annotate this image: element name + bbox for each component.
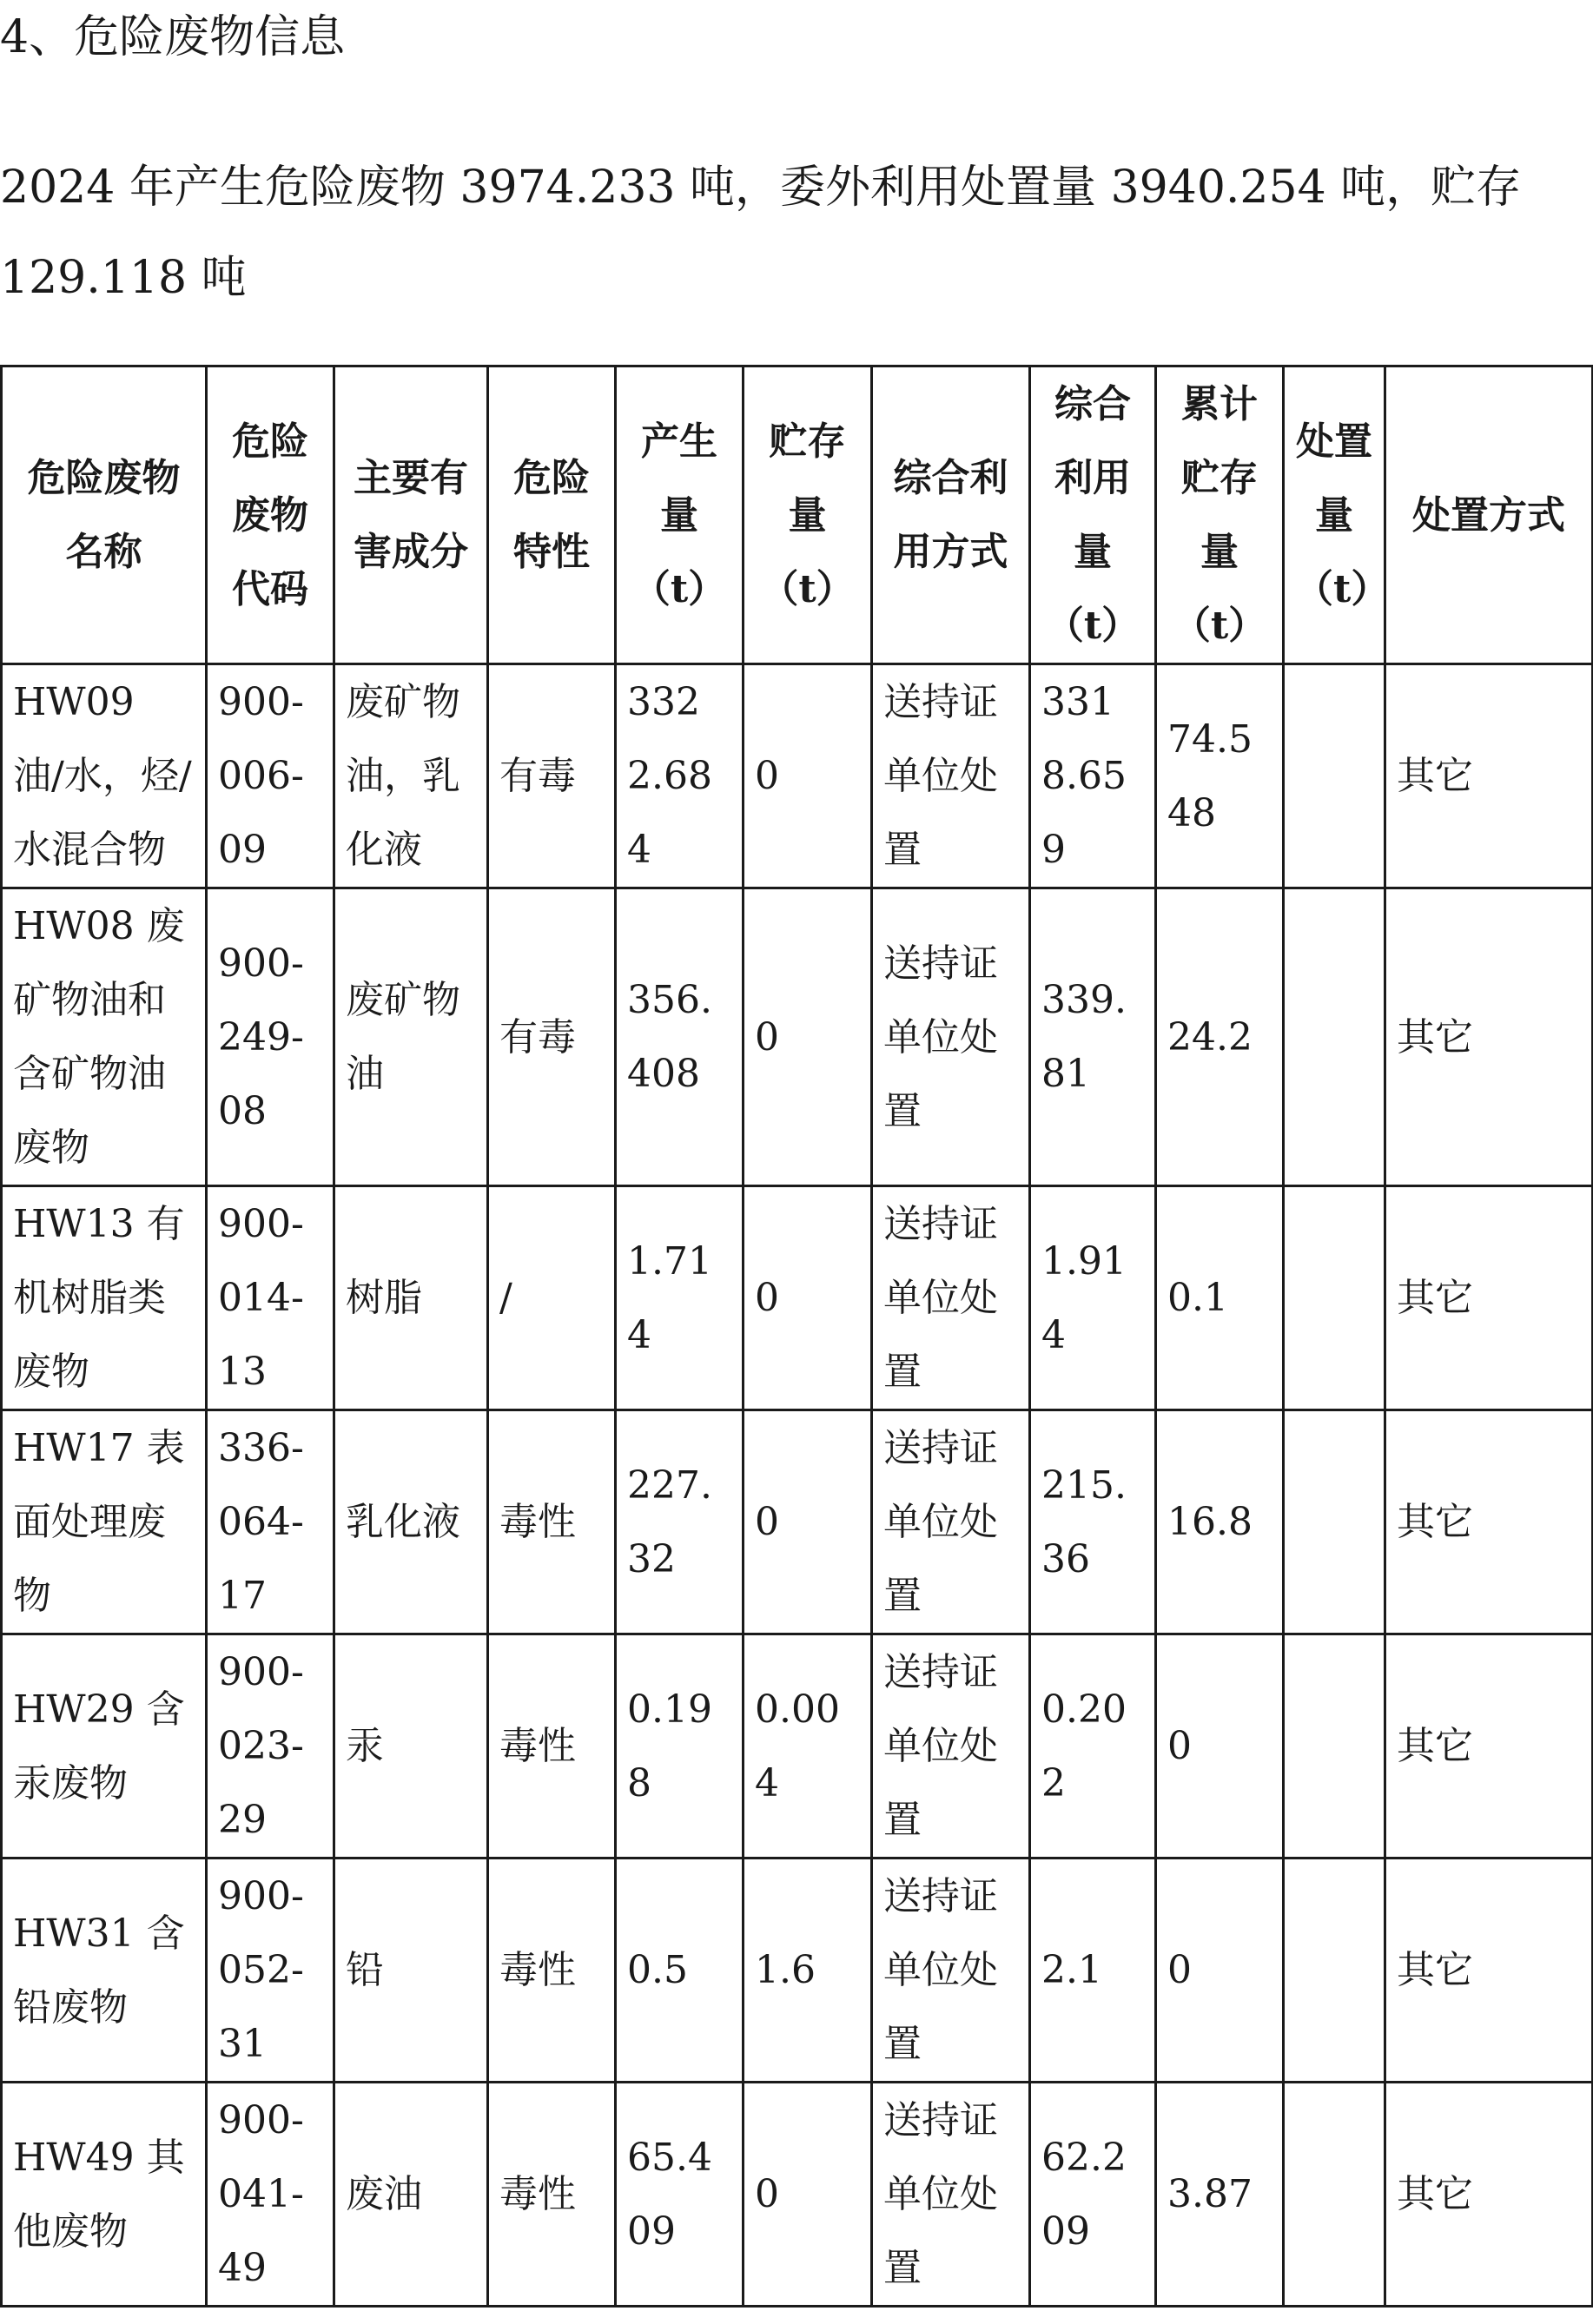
cell-hazard-property: 毒性: [488, 2083, 616, 2307]
cell-stored-amount: 0: [744, 1186, 872, 1410]
cell-utilization-method: 送持证单位处置: [872, 1186, 1030, 1410]
cell-disposal-method: 其它: [1385, 1186, 1593, 1410]
cell-stored-amount: 0: [744, 2083, 872, 2307]
cell-utilization-method: 送持证单位处置: [872, 888, 1030, 1186]
cell-disposal-method: 其它: [1385, 1859, 1593, 2083]
cell-waste-code: 900-052-31: [207, 1859, 334, 2083]
cell-utilized-amount: 2.1: [1030, 1859, 1156, 2083]
cell-harmful-component: 废矿物油，乳化液: [334, 664, 488, 888]
hazardous-waste-table: [0, 365, 1593, 2307]
cell-cumulative-storage: 0: [1156, 1634, 1284, 1859]
cell-disposal-amount: [1284, 1634, 1385, 1859]
header-waste-code: 危险废物代码: [207, 366, 334, 664]
cell-hazard-property: /: [488, 1186, 616, 1410]
cell-waste-code: 900-014-13: [207, 1186, 334, 1410]
cell-cumulative-storage: 0.1: [1156, 1186, 1284, 1410]
cell-disposal-method: 其它: [1385, 1634, 1593, 1859]
cell-hazard-property: 毒性: [488, 1859, 616, 2083]
cell-utilized-amount: 1.914: [1030, 1186, 1156, 1410]
cell-disposal-method: 其它: [1385, 1410, 1593, 1634]
cell-utilized-amount: 0.202: [1030, 1634, 1156, 1859]
cell-generated-amount: 3322.684: [616, 664, 744, 888]
cell-harmful-component: 废矿物油: [334, 888, 488, 1186]
cell-utilization-method: 送持证单位处置: [872, 1859, 1030, 2083]
cell-harmful-component: 乳化液: [334, 1410, 488, 1634]
header-waste-name: 危险废物名称: [2, 366, 207, 664]
cell-disposal-amount: [1284, 2083, 1385, 2307]
cell-waste-name: HW31 含铅废物: [2, 1859, 207, 2083]
cell-generated-amount: 356.408: [616, 888, 744, 1186]
cell-utilized-amount: 215.36: [1030, 1410, 1156, 1634]
cell-generated-amount: 0.198: [616, 1634, 744, 1859]
cell-cumulative-storage: 24.2: [1156, 888, 1284, 1186]
table-row: [2, 1859, 1593, 2083]
header-harmful-component: 主要有害成分: [334, 366, 488, 664]
section-heading: 4、危险废物信息: [0, 11, 346, 63]
cell-disposal-method: 其它: [1385, 664, 1593, 888]
cell-waste-code: 900-006-09: [207, 664, 334, 888]
cell-waste-name: HW08 废矿物油和含矿物油废物: [2, 888, 207, 1186]
cell-cumulative-storage: 0: [1156, 1859, 1284, 2083]
cell-stored-amount: 1.6: [744, 1859, 872, 2083]
cell-generated-amount: 0.5: [616, 1859, 744, 2083]
cell-utilized-amount: 339.81: [1030, 888, 1156, 1186]
cell-cumulative-storage: 74.548: [1156, 664, 1284, 888]
cell-disposal-amount: [1284, 664, 1385, 888]
cell-disposal-method: 其它: [1385, 2083, 1593, 2307]
header-utilization-method: 综合利用方式: [872, 366, 1030, 664]
cell-waste-code: 336-064-17: [207, 1410, 334, 1634]
header-utilized-amount: 综合利用量（t）: [1030, 366, 1156, 664]
cell-utilization-method: 送持证单位处置: [872, 1410, 1030, 1634]
cell-stored-amount: 0: [744, 1410, 872, 1634]
table-row: [2, 1410, 1593, 1634]
cell-harmful-component: 废油: [334, 2083, 488, 2307]
cell-hazard-property: 毒性: [488, 1410, 616, 1634]
cell-utilized-amount: 3318.659: [1030, 664, 1156, 888]
cell-cumulative-storage: 3.87: [1156, 2083, 1284, 2307]
header-cumulative-storage: 累计贮存量（t）: [1156, 366, 1284, 664]
cell-generated-amount: 1.714: [616, 1186, 744, 1410]
cell-disposal-amount: [1284, 1859, 1385, 2083]
cell-hazard-property: 有毒: [488, 888, 616, 1186]
cell-harmful-component: 汞: [334, 1634, 488, 1859]
cell-waste-name: HW29 含汞废物: [2, 1634, 207, 1859]
table-header-row: [2, 366, 1593, 664]
cell-generated-amount: 65.409: [616, 2083, 744, 2307]
table-row: [2, 888, 1593, 1186]
cell-utilization-method: 送持证单位处置: [872, 664, 1030, 888]
cell-waste-name: HW49 其他废物: [2, 2083, 207, 2307]
cell-waste-code: 900-249-08: [207, 888, 334, 1186]
cell-utilization-method: 送持证单位处置: [872, 1634, 1030, 1859]
cell-stored-amount: 0: [744, 888, 872, 1186]
cell-utilization-method: 送持证单位处置: [872, 2083, 1030, 2307]
cell-waste-code: 900-023-29: [207, 1634, 334, 1859]
cell-harmful-component: 树脂: [334, 1186, 488, 1410]
cell-waste-name: HW09 油/水，烃/水混合物: [2, 664, 207, 888]
cell-waste-name: HW13 有机树脂类废物: [2, 1186, 207, 1410]
cell-generated-amount: 227.32: [616, 1410, 744, 1634]
cell-hazard-property: 毒性: [488, 1634, 616, 1859]
summary-text: 2024 年产生危险废物 3974.233 吨，委外利用处置量 3940.254 吨，贮存 129.118 吨: [0, 162, 1522, 304]
table-row: [2, 1186, 1593, 1410]
cell-harmful-component: 铅: [334, 1859, 488, 2083]
cell-disposal-method: 其它: [1385, 888, 1593, 1186]
cell-stored-amount: 0.004: [744, 1634, 872, 1859]
table-row: [2, 664, 1593, 888]
cell-disposal-amount: [1284, 1410, 1385, 1634]
header-disposal-method: 处置方式: [1385, 366, 1593, 664]
table-row: [2, 2083, 1593, 2307]
table-row: [2, 1634, 1593, 1859]
header-stored-amount: 贮存量（t）: [744, 366, 872, 664]
cell-stored-amount: 0: [744, 664, 872, 888]
cell-disposal-amount: [1284, 888, 1385, 1186]
cell-utilized-amount: 62.209: [1030, 2083, 1156, 2307]
cell-waste-name: HW17 表面处理废物: [2, 1410, 207, 1634]
header-generated-amount: 产生量（t）: [616, 366, 744, 664]
cell-disposal-amount: [1284, 1186, 1385, 1410]
header-hazard-property: 危险特性: [488, 366, 616, 664]
header-disposal-amount: 处置量（t）: [1284, 366, 1385, 664]
cell-cumulative-storage: 16.8: [1156, 1410, 1284, 1634]
cell-waste-code: 900-041-49: [207, 2083, 334, 2307]
cell-hazard-property: 有毒: [488, 664, 616, 888]
